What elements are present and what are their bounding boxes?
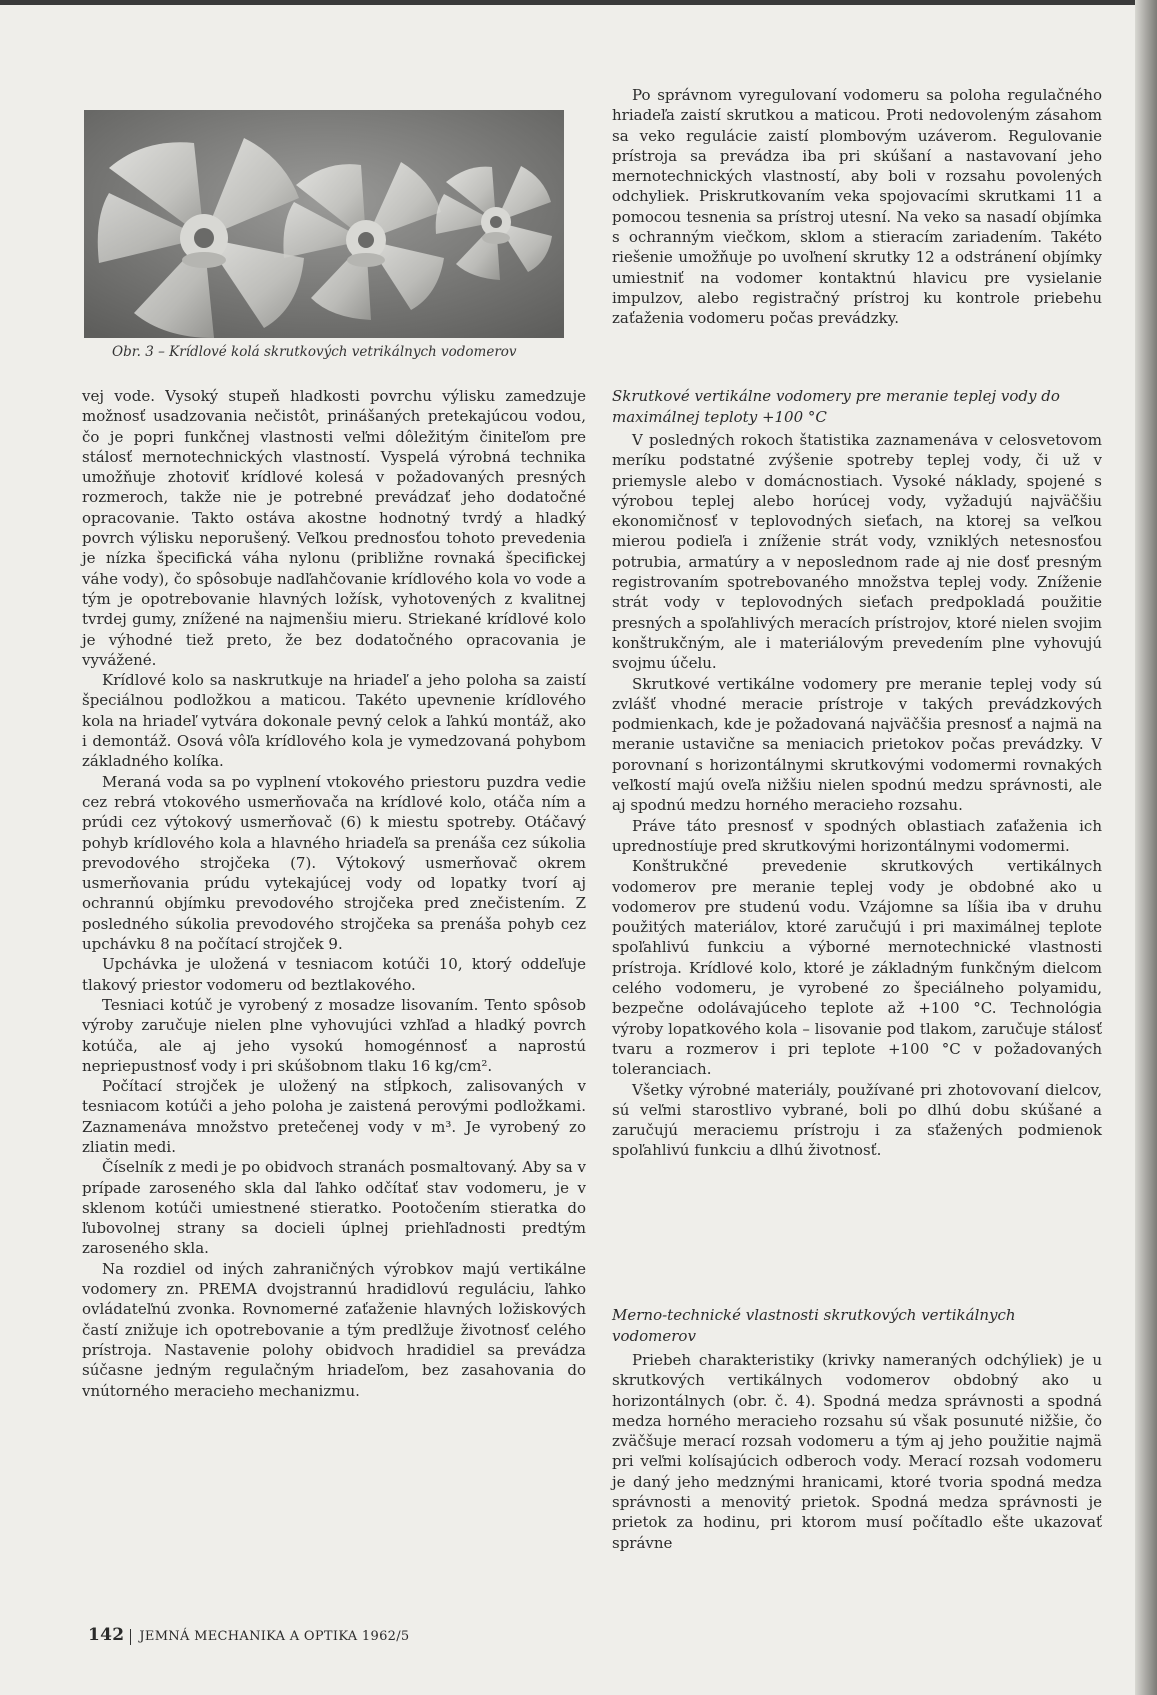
figure-caption: Obr. 3 – Krídlové kolá skrutkových vetrikálnych vodomerov — [112, 344, 517, 360]
paragraph: Počítací strojček je uložený na stĺpkoch, zalisovaných v tesniacom kotúči a jeho poloha je zaistená perovými podložkami. Zaznamenáva množstvo pretečenej vody v m³. Je vyrobený zo zliatin medi. — [82, 1077, 586, 1156]
paragraph: Skrutkové vertikálne vodomery pre meranie teplej vody sú zvlášť vhodné meracie prístroje v takých prevádzkových podmienkach, kde je požadovaná najväčšia presnosť a najmä na meranie ustavične sa meniacich prietokov počas prevádzky. V porovnaní s horizontálnymi skrutkovými vodomermi rovnakých veľkostí majú oveľa nižšiu nielen spodnú medzu správnosti, ale aj spodnú medzu horného meracieho rozsahu. — [612, 674, 1102, 815]
right-column-top — [612, 85, 1102, 329]
paragraph: Na rozdiel od iných zahraničných výrobkov majú vertikálne vodomery zn. PREMA dvojstrannú hradidlovú reguláciu, ľahko ovládateľnú zvonka. Rovnomerné zaťaženie hlavných ložiskových častí znižuje ich opotrebovanie a tým predlžuje životnosť celého prístroja. Nastavenie polohy obidvoch hradidiel sa prevádza súčasne jedným regulačným hriadeľom, bez zasahovania do vnútorného meracieho mechanizmu. — [82, 1259, 586, 1400]
paragraph: Všetky výrobné materiály, používané pri zhotovovaní dielcov, sú veľmi starostlivo vybrané, boli po dlhú dobu skúšané a zaručujú meraciemu prístroju i za sťažených podmienok spoľahlivú funkciu a dlhú životnosť. — [612, 1080, 1102, 1160]
impeller-wheels-image — [84, 110, 564, 338]
page-number: 142 — [88, 1625, 125, 1645]
paragraph: Práve táto presnosť v spodných oblastiach zaťaženia ich uprednostíuje pred skrutkovými horizontálnymi vodomermi. — [612, 816, 1102, 855]
page-binding-shadow — [1135, 0, 1157, 1695]
paragraph: Krídlové kolo sa naskrutkuje na hriadeľ a jeho poloha sa zaistí špeciálnou podložkou a maticou. Takéto upevnenie krídlového kola na hriadeľ vytvára dokonale pevný celok a ľahkú montáž, ako i demontáž. Osová vôľa krídlového kola je vymedzovaná pohybom základného kolíka. — [82, 671, 586, 771]
paragraph: Priebeh charakteristiky (krivky nameraných odchýliek) je u skrutkových vertikálnych vodomerov obdobný ako u horizontálnych (obr. č. 4). Spodná medza správnosti a spodná medza horného meracieho rozsahu sú však posunuté nižšie, čo zväčšuje merací rozsah vodomeru a tým aj jeho použitie najmä pri veľmi kolísajúcich odberoch vody. Merací rozsah vodomeru je daný jeho medznými hranicami, ktoré tvoria spodná medza správnosti a menovitý prietok. Spodná medza správnosti je prietok za hodinu, pri ktorom musí počítadlo ešte ukazovať správne — [612, 1351, 1102, 1552]
paragraph: Tesniaci kotúč je vyrobený z mosadze lisovaním. Tento spôsob výroby zaručuje nielen plne vyhovujúci vzhľad a hladký povrch kotúča, ale aj jeho vysokú homogénnosť a naprostú nepriepustnosť vody i pri skúšobnom tlaku 16 kg/cm². — [82, 995, 586, 1075]
paragraph: Po správnom vyregulovaní vodomeru sa poloha regulačného hriadeľa zaistí skrutkou a maticou. Proti nedovoleným zásahom sa veko regulácie zaistí plombovým uzáverom. Regulovanie prístroja sa prevádza iba pri skúšaní a nastavovaní jeho mernotechnických vlastností, aby boli v rozsahu povolených odchyliek. Priskrutkovaním veka spojovacími skrutkami 11 a pomocou tesnenia sa prístroj utesní. Na veko sa nasadí objímka s ochranným viečkom, sklom a stieracím zariadením. Takéto riešenie umožňuje po uvoľnení skrutky 12 a odstránení objímky umiestniť na vodomer kontaktnú hlavicu pre vysielanie impulzov, alebo registračný prístroj ku kontrole priebehu zaťaženia vodomeru počas prevádzky. — [612, 86, 1102, 328]
right-column-bottom — [612, 1350, 1102, 1553]
footer-divider — [130, 1629, 131, 1645]
right-column-mid — [612, 430, 1102, 1161]
paragraph: Číselník z medi je po obidvoch stranách posmaltovaný. Aby sa v prípade zaroseného skla dal ľahko odčítať stav vodomeru, je v sklenom kotúči umiestnené stieratko. Pootočením stieratka do ľubovolnej strany sa docieli úplnej priehľadnosti predtým zaroseného skla. — [82, 1158, 586, 1258]
page-top-edge — [0, 0, 1157, 5]
left-column — [82, 386, 586, 1401]
figure-photo — [84, 110, 564, 338]
section-heading-hot-water: Skrutkové vertikálne vodomery pre meranie teplej vody do maximálnej teploty +100 °C — [612, 387, 1060, 426]
section-heading-metrology: Merno-technické vlastnosti skrutkových vertikálnych vodomerov — [612, 1306, 1016, 1345]
journal-title: JEMNÁ MECHANIKA A OPTIKA 1962/5 — [139, 1629, 410, 1644]
paragraph: Konštrukčné prevedenie skrutkových vertikálnych vodomerov pre meranie teplej vody je obdobné ako u vodomerov pre studenú vodu. Vzájomne sa líšia iba v druhu použitých materiálov, ktoré zaručujú i pri maximálnej teplote spoľahlivú funkciu a výborné mernotechnické vlastnosti prístroja. Krídlové kolo, ktoré je základným funkčným dielcom celého vodomeru, je vyrobené zo špeciálneho polyamidu, bezpečne odolávajúceho teplote až +100 °C. Technológia výroby lopatkového kola – lisovanie pod tlakom, zaručuje stálosť tvaru a rozmerov i pri teplote +100 °C v požadovaných toleranciach. — [612, 857, 1102, 1079]
paragraph: vej vode. Vysoký stupeň hladkosti povrchu výlisku zamedzuje možnosť usadzovania nečistôt, prinášaných pretekajúcou vodou, čo je popri funkčnej vlastnosti veľmi dôležitým činiteľom pre stálosť mernotechnických vlastností. Vyspelá výrobná technika umožňuje zhotoviť krídlové kolesá v požadovaných presných rozmeroch, takže nie je potrebné prevádzať jeho dodatočné opracovanie. Takto ostáva akostne hodnotný tvrdý a hladký povrch výlisku neporušený. Veľkou prednosťou tohoto prevedenia je nízka špecifická váha nylonu (približne rovnaká špecifickej váhe vody), čo spôsobuje nadľahčovanie krídlového kola vo vode a tým je opotrebovanie hlavných ložísk, vyhotovených z kvalitnej tvrdej gumy, znížené na najmenšiu mieru. Striekané krídlové kolo je výhodné tiež preto, že bez dodatočného opracovania je vyvážené. — [82, 387, 586, 669]
paragraph: V posledných rokoch štatistika zaznamenáva v celosvetovom meríku podstatné zvýšenie spotreby teplej vody, či už v priemysle alebo v domácnostiach. Vysoké náklady, spojené s výrobou teplej alebo horúcej vody, vyžadujú najväčšiu ekonomičnosť v teplovodných sieťach, na ktorej sa veľkou mierou podieľa i zníženie strát vody, vzniklých netesnosťou potrubia, armatúry a v neposlednom rade aj nie dosť presným registrovaním spotrebovaného množstva teplej vody. Zníženie strát vody v teplovodných sieťach predpokladá použitie presných a spoľahlivých meracích prístrojov, ktoré nielen svojim konštrukčným, ale i materiálovým prevedením plne vyhovujú svojmu účelu. — [612, 431, 1102, 673]
paragraph: Meraná voda sa po vyplnení vtokového priestoru puzdra vedie cez rebrá vtokového usmerňovača na krídlové kolo, otáča ním a prúdi cez výtokový usmerňovač (6) k miestu spotreby. Otáčavý pohyb krídlového kola a hlavného hriadeľa sa prenáša cez súkolia prevodového strojčeka (7). Výtokový usmerňovač okrem usmerňovania prúdu vytekajúcej vody od lopatky tvorí aj ochrannú objímku prevodového strojčeka pred znečistením. Z posledného súkolia prevodového strojčeka sa prenáša pohyb cez upchávku 8 na počítací strojček 9. — [82, 772, 586, 954]
page-footer — [88, 1625, 409, 1645]
paragraph: Upchávka je uložená v tesniacom kotúči 10, ktorý oddeľuje tlakový priestor vodomeru od beztlakového. — [82, 955, 586, 994]
